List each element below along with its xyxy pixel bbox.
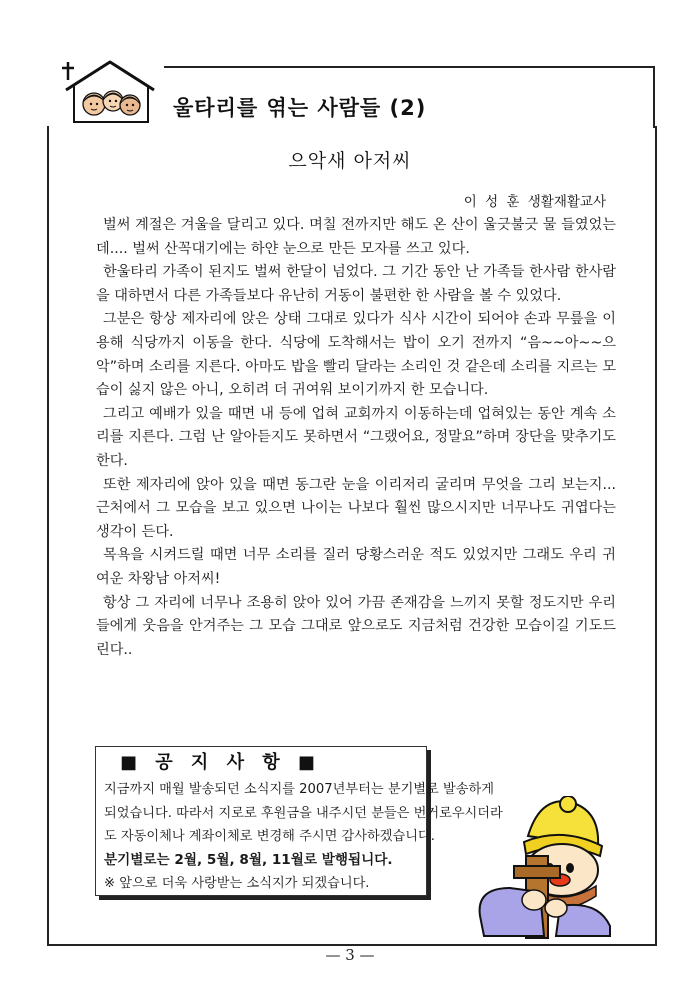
article-paragraph: 목욕을 시켜드릴 때면 너무 소리를 질러 당황스러운 적도 있었지만 그래도 우리 귀여운 차왕남 아저씨! <box>96 547 616 587</box>
article-paragraph: 또한 제자리에 앉아 있을 때면 동그란 눈을 이리저리 굴리며 무엇을 그리 보는지... 근처에서 그 모습을 보고 있으면 나이는 나보다 훨씬 많으시지만 너무나도 귀엽다는 생각이 든다. <box>96 476 616 540</box>
article-paragraph: 그분은 항상 제자리에 앉은 상태 그대로 있다가 식사 시간이 되어야 손과 무릎을 이용해 식당까지 이동을 한다. 식당에 도착해서는 밥이 오기 전까지 “음~~아~~으악”하며 소리를 지른다. 아마도 밥을 빨리 달라는 소리인 것 같은데 소리를 지르는 모습이 싫지 않은 아니, 오히려 더 귀여워 보이기까지 한 모습니다. <box>96 311 616 399</box>
notice-line: 도 자동이체나 계좌이체로 변경해 주시면 감사하겠습니다. <box>104 829 435 844</box>
article-headline: 으악새 아저씨 <box>288 150 412 172</box>
winter-mascot-illustration <box>470 796 620 941</box>
header-rule <box>150 66 655 68</box>
notice-line-highlight: 분기별로는 2월, 5월, 8월, 11월로 발행됩니다. <box>104 851 393 868</box>
article-body <box>96 214 616 662</box>
article-paragraph: 그리고 예배가 있을 때면 내 등에 업혀 교회까지 이동하는데 업혀있는 동안 계속 소리를 지른다. 그럼 난 알아듣지도 못하면서 “그랬어요, 정말요”하며 장단을 맞추기도 한다. <box>96 405 616 469</box>
section-title: 울타리를 엮는 사람들 (2) <box>173 96 427 120</box>
article-paragraph: 항상 그 자리에 너무나 조용히 앉아 있어 가끔 존재감을 느끼지 못할 정도지만 우리들에게 웃음을 안겨주는 그 모습 그대로 앞으로도 지금처럼 건강한 모습이길 기도드린다.. <box>96 594 616 658</box>
article-paragraph: 한울타리 가족이 된지도 벌써 한달이 넘었다. 그 기간 동안 난 가족들 한사람 한사람을 대하면서 다른 가족들보다 유난히 거동이 불편한 한 사람을 볼 수 있었다. <box>96 264 616 304</box>
article-paragraph: 벌써 계절은 겨울을 달리고 있다. 며칠 전까지만 해도 온 산이 울긋불긋 물 들였었는데.... 벌써 산꼭대기에는 하얀 눈으로 만든 모자를 쓰고 있다. <box>96 217 616 257</box>
notice-line: 되었습니다. 따라서 지로로 후원금을 내주시던 분들은 번거로우시더라 <box>104 805 503 821</box>
page-number: — 3 — <box>325 946 375 964</box>
house-logo-icon <box>58 58 164 124</box>
frame-corner <box>653 66 655 128</box>
article-author: 이 성 훈 생활재활교사 <box>463 194 606 210</box>
notice-line: 지금까지 매월 발송되던 소식지를 2007년부터는 분기별로 발송하게 <box>104 782 494 797</box>
notice-title: ■ 공 지 사 항 ■ <box>120 752 321 773</box>
notice-line: ※ 앞으로 더욱 사랑받는 소식지가 되겠습니다. <box>104 876 370 891</box>
